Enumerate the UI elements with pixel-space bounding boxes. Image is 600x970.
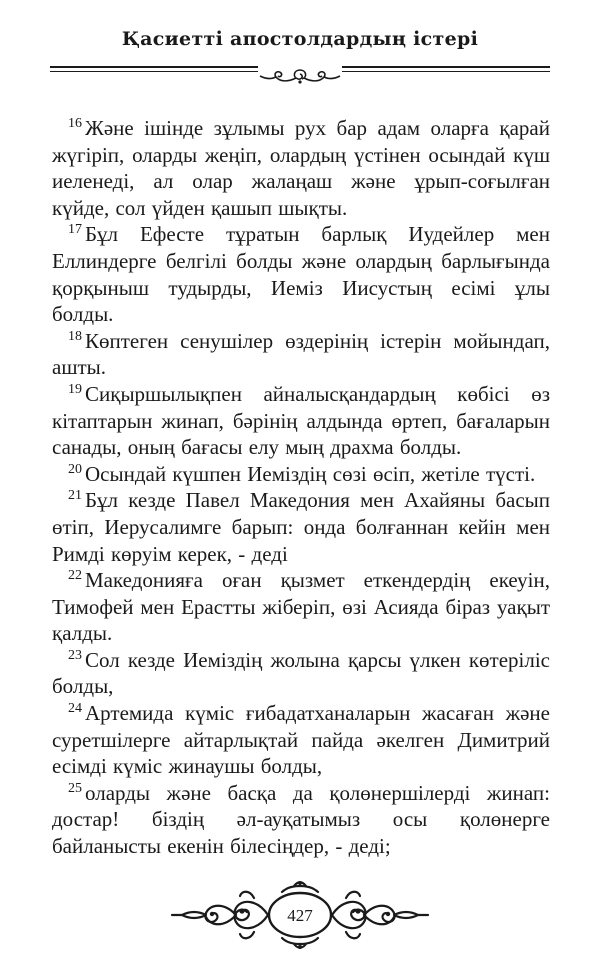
- verse-number: 19: [68, 381, 82, 397]
- verse-20: [52, 461, 550, 488]
- verse-number: 18: [68, 328, 82, 344]
- verse-text: Көптеген сенушілер өздерінің істерін мойындап, ашты.: [52, 328, 550, 380]
- verse-text: Сиқыршылықпен айналысқандардың көбісі өз кітаптарын жинап, бәрінің алдында өртеп, бағаларын санады, оның бағасы елу мың драхма болды.: [52, 381, 550, 460]
- verse-16: [52, 115, 550, 221]
- verse-text: Бұл кезде Павел Македония мен Ахайяны басып өтіп, Иерусалимге барып: онда болғаннан кейін мен Римді көруім керек, - деді: [52, 488, 550, 566]
- header-ornament-icon: [258, 66, 342, 88]
- verse-text: Осындай күшпен Иеміздің сөзі өсіп, жетіле түсті.: [85, 461, 536, 486]
- verse-text: Македонияға оған қызмет еткендердің екеуін, Тимофей мен Ерастты жіберіп, өзі Асияда біраз уақыт қалды.: [52, 568, 550, 646]
- verse-19: [52, 381, 550, 461]
- verse-number: 22: [68, 568, 82, 584]
- verse-number: 16: [68, 116, 82, 131]
- verse-text: Және ішінде зұлымы рух бар адам оларға қарай жүгіріп, оларды жеңіп, олардың үстінен осындай күш иеленеді, ал олар жалаңаш және ұрып-соғылған күйде, сол үйден қашып шықты.: [52, 116, 550, 220]
- verse-number: 25: [68, 780, 82, 796]
- verse-24: [52, 700, 550, 780]
- verse-21: [52, 487, 550, 567]
- verse-number: 17: [68, 222, 82, 238]
- verse-18: [52, 328, 550, 381]
- verse-17: [52, 221, 550, 327]
- verse-25: [52, 780, 550, 860]
- verse-text: оларды және басқа да қолөнершілерді жинап: достар! біздің әл-ауқатымыз осы қолөнерге байланысты екенін білесіңдер, - деді;: [52, 780, 550, 859]
- chapter-body: [52, 115, 550, 860]
- page-header-title: Қасиетті апостолдардың істері: [121, 28, 479, 50]
- verse-text: Артемида күміс ғибадатханаларын жасаған және суретшілерге айтарлықтай пайда әкелген Димитрий есімді күміс жинаушы болды,: [52, 701, 550, 779]
- verse-text: Бұл Ефесте тұратын барлық Иудейлер мен Еллиндерге белгілі болды және олардың барлығында қорқыныш тудырды, Иеміз Иисустың есімі ұлы болды.: [52, 222, 550, 327]
- verse-23: [52, 647, 550, 700]
- verse-text: Сол кезде Иеміздің жолына қарсы үлкен көтеріліс болды,: [52, 647, 550, 699]
- verse-22: [52, 567, 550, 647]
- verse-number: 23: [68, 647, 82, 663]
- verse-number: 24: [68, 701, 82, 717]
- verse-number: 21: [68, 488, 82, 504]
- page-number: 427: [287, 906, 313, 925]
- verse-number: 20: [68, 461, 82, 477]
